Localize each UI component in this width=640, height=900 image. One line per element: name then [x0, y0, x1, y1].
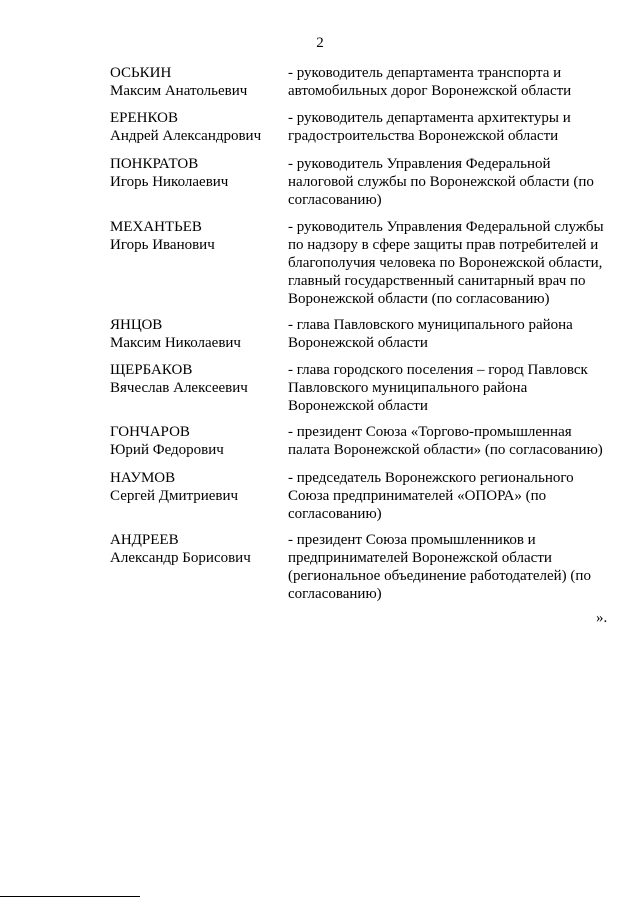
position-line: Павловского муниципального района — [288, 380, 528, 396]
member-surname: ЯНЦОВ — [110, 317, 163, 333]
member-given-names: Андрей Александрович — [110, 128, 262, 144]
position-line: - президент Союза промышленников и — [288, 532, 536, 548]
member-position — [288, 531, 618, 603]
member-name — [110, 64, 280, 100]
position-line: - руководитель департамента архитектуры и — [288, 110, 571, 126]
page-number: 2 — [316, 35, 324, 51]
position-line: - президент Союза «Торгово-промышленная — [288, 424, 572, 440]
position-line: градостроительства Воронежской области — [288, 128, 559, 144]
position-line: (региональное объединение работодателей) (по — [288, 568, 591, 584]
position-line: согласованию) — [288, 586, 382, 602]
position-line: по надзору в сфере защиты прав потребителей и — [288, 237, 599, 253]
member-given-names: Максим Анатольевич — [110, 83, 248, 99]
position-line: - глава Павловского муниципального района — [288, 317, 573, 333]
member-position — [288, 64, 618, 100]
member-name — [110, 469, 280, 505]
member-given-names: Игорь Иванович — [110, 237, 215, 253]
member-position — [288, 361, 618, 415]
position-line: палата Воронежской области» (по согласованию) — [288, 442, 603, 458]
member-surname: НАУМОВ — [110, 470, 176, 486]
position-line: - глава городского поселения – город Павловск — [288, 362, 588, 378]
footer-rule — [0, 896, 140, 897]
position-line: согласованию) — [288, 192, 382, 208]
member-given-names: Максим Николаевич — [110, 335, 241, 351]
position-line: Воронежской области — [288, 335, 428, 351]
member-position — [288, 109, 618, 145]
member-name — [110, 531, 280, 567]
position-line: Воронежской области — [288, 398, 428, 414]
member-surname: ПОНКРАТОВ — [110, 156, 199, 172]
member-surname: АНДРЕЕВ — [110, 532, 179, 548]
member-position — [288, 423, 618, 459]
member-given-names: Александр Борисович — [110, 550, 251, 566]
position-line: - руководитель Управления Федеральной — [288, 156, 551, 172]
member-name — [110, 155, 280, 191]
position-line: согласованию) — [288, 506, 382, 522]
member-surname: ОСЬКИН — [110, 65, 172, 81]
member-given-names: Вячеслав Алексеевич — [110, 380, 248, 396]
member-name — [110, 316, 280, 352]
member-position — [288, 155, 618, 209]
position-line: предпринимателей Воронежской области — [288, 550, 552, 566]
position-line: налоговой службы по Воронежской области (по — [288, 174, 594, 190]
member-given-names: Сергей Дмитриевич — [110, 488, 239, 504]
member-name — [110, 423, 280, 459]
member-position — [288, 218, 618, 308]
position-line: - председатель Воронежского регионального — [288, 470, 574, 486]
member-name — [110, 361, 280, 397]
position-line: - руководитель департамента транспорта и — [288, 65, 562, 81]
position-line: главный государственный санитарный врач по — [288, 273, 586, 289]
member-surname: МЕХАНТЬЕВ — [110, 219, 202, 235]
member-name — [110, 218, 280, 254]
member-surname: ЩЕРБАКОВ — [110, 362, 193, 378]
member-surname: ГОНЧАРОВ — [110, 424, 190, 440]
position-line: благополучия человека по Воронежской области, — [288, 255, 603, 271]
member-given-names: Игорь Николаевич — [110, 174, 229, 190]
member-position — [288, 469, 618, 523]
position-line: автомобильных дорог Воронежской области — [288, 83, 572, 99]
member-surname: ЕРЕНКОВ — [110, 110, 178, 126]
member-given-names: Юрий Федорович — [110, 442, 224, 458]
member-name — [110, 109, 280, 145]
member-position — [288, 316, 618, 352]
closing-quote-mark: ». — [596, 610, 608, 626]
position-line: Воронежской области (по согласованию) — [288, 291, 550, 307]
position-line: - руководитель Управления Федеральной службы — [288, 219, 604, 235]
position-line: Союза предпринимателей «ОПОРА» (по — [288, 488, 547, 504]
